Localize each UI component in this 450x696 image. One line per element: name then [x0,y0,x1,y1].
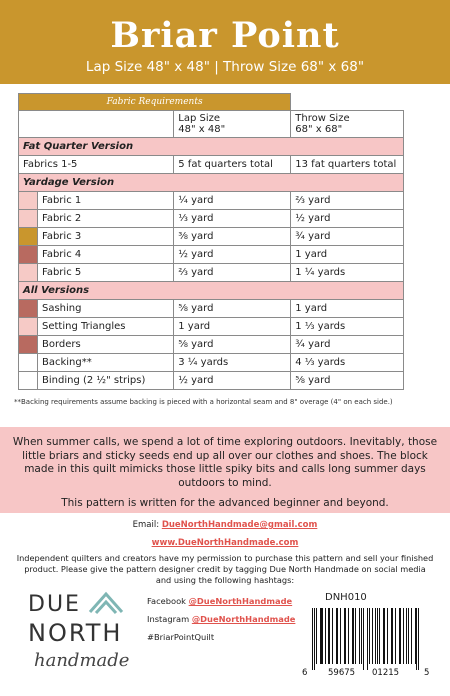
throw-amount-cell: 13 fat quarters total [291,156,404,174]
table-row [19,228,404,246]
section-title: All Versions [19,282,404,300]
fabric-name-cell: Setting Triangles [38,318,174,336]
barcode-bar [312,608,313,670]
due-north-logo [28,592,138,688]
header-banner [0,0,450,84]
north-arrow-icon [88,590,124,616]
skill-level-text: This pattern is written for the advanced beginner and beyond. [61,497,389,509]
barcode-digit-first: 6 [302,668,308,678]
table-row [19,354,404,372]
table-row [19,318,404,336]
instagram-link[interactable]: @DueNorthHandmade [191,614,296,624]
table-row [19,372,404,390]
facebook-label: Facebook [147,596,189,606]
barcode [300,608,430,678]
barcode-bar [399,608,400,664]
section-title: Yardage Version [19,174,404,192]
fabric-swatch [19,264,38,282]
website-link[interactable]: www.DueNorthHandmade.com [151,538,299,548]
barcode-bar [384,608,385,664]
contact-block [0,519,450,549]
lap-amount-cell: ¼ yard [174,192,291,210]
fabric-swatch [19,336,38,354]
table-row [19,156,404,174]
table-row [19,246,404,264]
permission-text: Independent quilters and creators have my permission to purchase this pattern and sell your finished product. Please give the pattern designer credit by tagging Due North Handmade on social media and using the following hashtags: [16,553,434,585]
barcode-bar [369,608,370,664]
barcode-bar [340,608,341,664]
lap-amount-cell: ⅓ yard [174,210,291,228]
fabric-name-cell: Fabrics 1-5 [19,156,174,174]
fabric-name-cell: Binding (2 ½" strips) [38,372,174,390]
throw-amount-cell: 4 ⅓ yards [291,354,404,372]
fabric-swatch [19,300,38,318]
throw-amount-cell: 1 yard [291,246,404,264]
barcode-bar [332,608,333,664]
fabric-name-cell: Borders [38,336,174,354]
col-header-lap-size: 48" x 48" [178,124,226,135]
email-label: Email: [132,520,162,530]
barcode-digits-left: 59675 [328,668,356,678]
barcode-bar [379,608,380,664]
barcode-bar [411,608,412,664]
fabric-name-cell: Backing** [38,354,174,372]
lap-amount-cell: ½ yard [174,372,291,390]
barcode-digits-right: 01215 [372,668,400,678]
fabric-name-cell: Fabric 2 [38,210,174,228]
lap-amount-cell: 3 ¼ yards [174,354,291,372]
table-row [19,210,404,228]
section-header-row [19,138,404,156]
logo-north-text: NORTH [28,619,123,647]
section-header-row [19,174,404,192]
throw-amount-cell: 1 ⅓ yards [291,318,404,336]
logo-due-text: DUE [28,592,81,617]
fabric-swatch [19,246,38,264]
barcode-bar [359,608,360,664]
lap-amount-cell: ⅝ yard [174,300,291,318]
throw-amount-cell: 1 ¼ yards [291,264,404,282]
lap-amount-cell: ⅜ yard [174,228,291,246]
throw-amount-cell: ½ yard [291,210,404,228]
table-caption: Fabric Requirements [19,94,291,111]
fabric-swatch [19,228,38,246]
fabric-requirements-table [18,93,404,390]
throw-amount-cell: 1 yard [291,300,404,318]
page-title: Briar Point [110,15,340,56]
throw-amount-cell: ¾ yard [291,336,404,354]
barcode-digit-last: 5 [424,668,430,678]
fabric-swatch [19,354,38,372]
throw-amount-cell: ¾ yard [291,228,404,246]
barcode-bar [406,608,407,664]
fabric-name-cell: Fabric 5 [38,264,174,282]
col-header-throw-label: Throw Size [295,113,350,124]
lap-amount-cell: 5 fat quarters total [174,156,291,174]
instagram-label: Instagram [147,614,192,624]
barcode-bar [336,608,337,664]
fabric-swatch [19,372,38,390]
section-header-row [19,282,404,300]
table-row [19,336,404,354]
social-block [147,592,297,646]
page-subtitle: Lap Size 48" x 48" | Throw Size 68" x 68" [85,59,365,75]
instagram-line [147,610,297,628]
barcode-bar [367,608,368,670]
col-header-throw-size: 68" x 68" [295,124,343,135]
table-row [19,192,404,210]
barcode-bar [392,608,393,664]
table-row [19,300,404,318]
pattern-description [0,427,450,513]
col-header-throw [291,111,404,138]
fabric-name-cell: Sashing [38,300,174,318]
fabric-swatch [19,192,38,210]
lap-amount-cell: 1 yard [174,318,291,336]
fabric-name-cell: Fabric 4 [38,246,174,264]
barcode-bars [312,608,422,670]
fabric-swatch [19,210,38,228]
backing-footnote: **Backing requirements assume backing is pieced with a horizontal seam and 8" overage (4" on each side.) [14,398,393,406]
section-title: Fat Quarter Version [19,138,404,156]
sku-code: DNH010 [325,592,367,603]
barcode-bar [348,608,349,664]
col-header-lap-label: Lap Size [178,113,221,124]
description-paragraph: When summer calls, we spend a lot of time exploring outdoors. Inevitably, those little briars and sticky seeds end up all over our clothes and shoes. The block made in this quilt mimicks those little spiky bits and calls long summer days outdoors to mind. [12,436,438,489]
lap-amount-cell: ⅝ yard [174,336,291,354]
table-row [19,264,404,282]
facebook-link[interactable]: @DueNorthHandmade [188,596,293,606]
barcode-bar [355,608,356,664]
hashtag-text: #BriarPointQuilt [147,632,215,642]
fabric-name-cell: Fabric 3 [38,228,174,246]
fabric-name-cell: Fabric 1 [38,192,174,210]
header-blank-cell [19,111,174,138]
throw-amount-cell: ⅝ yard [291,372,404,390]
barcode-bar [321,608,322,664]
lap-amount-cell: ½ yard [174,246,291,264]
lap-amount-cell: ⅔ yard [174,264,291,282]
email-link[interactable]: DueNorthHandmade@gmail.com [161,520,318,530]
logo-handmade-text: handmade [34,650,130,671]
col-header-lap [174,111,291,138]
facebook-line [147,592,297,610]
barcode-bar [418,608,419,670]
barcode-bar [320,608,321,664]
fabric-swatch [19,318,38,336]
throw-amount-cell: ⅔ yard [291,192,404,210]
